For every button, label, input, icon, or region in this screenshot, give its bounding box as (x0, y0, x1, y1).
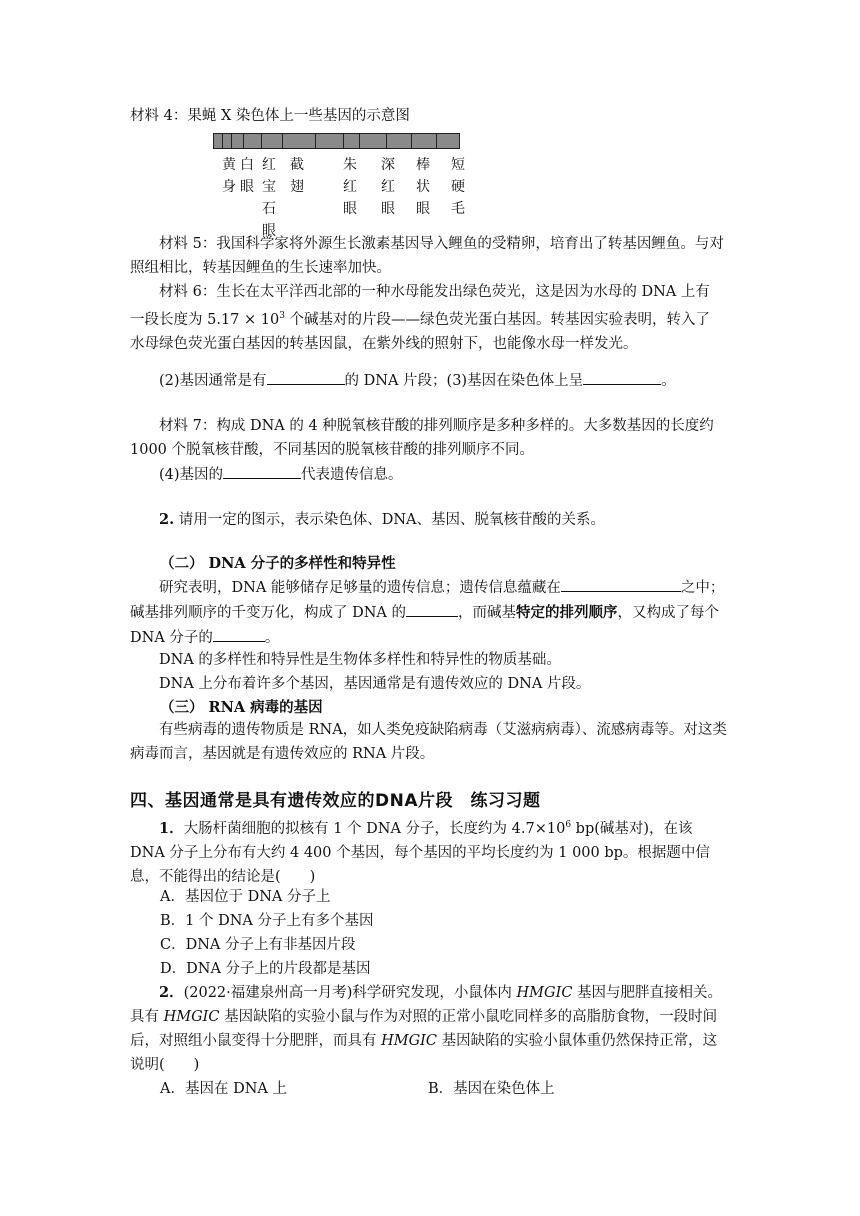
answer-blank[interactable] (213, 625, 265, 642)
gene-locus-mark (436, 134, 437, 148)
subsection-title-rna-virus: （三） RNA 病毒的基因 (160, 699, 323, 716)
gene-label-yellow-body: 黄 身 (222, 157, 236, 195)
answer-blank[interactable] (583, 368, 661, 385)
gene-locus-mark (243, 134, 244, 148)
question-2-3: (2)基因通常是有 的 DNA 片段；(3)基因在染色体上呈 。 (130, 368, 730, 393)
exercise-1-stem: 1．大肠杆菌细胞的拟核有 1 个 DNA 分子，长度约为 $4.7\times 10^6$ bp(碱基对)，在该 DNA 分子上分布有大约 4 400 个基因，每个基因的平均长度约为 1 000 bp。根据题中信息，不能得出的结论是( ) (130, 819, 710, 885)
answer-blank[interactable] (267, 368, 345, 385)
answer-blank[interactable] (223, 462, 301, 479)
exercise-1-option-d[interactable]: D．DNA 分子上的片段都是基因 (160, 961, 371, 977)
rna-virus-paragraph: 有些病毒的遗传物质是 RNA，如人类免疫缺陷病毒（艾滋病病毒）、流感病毒等。对这类病毒而言，基因就是有遗传效应的 RNA 片段。 (130, 722, 727, 762)
material7-paragraph: 材料 7：构成 DNA 的 4 种脱氧核苷酸的排列顺序是多种多样的。大多数基因的长度约 1000 个脱氧核苷酸，不同基因的脱氧核苷酸的排列顺序不同。 (130, 418, 714, 458)
gene-locus-mark (411, 134, 412, 148)
gene-locus-mark (315, 134, 316, 148)
gene-locus-mark (222, 134, 223, 148)
x-chromosome-diagram (213, 133, 460, 149)
exercise-1-option-b[interactable]: B．1 个 DNA 分子上有多个基因 (160, 913, 374, 929)
gene-locus-mark (261, 134, 262, 148)
answer-blank[interactable] (561, 575, 681, 592)
gene-label-cut-wing: 截 翅 (290, 157, 304, 195)
gene-locus-mark (282, 134, 283, 148)
gene-label-white-eye: 白 眼 (240, 157, 254, 195)
material5-paragraph: 材料 5：我国科学家将外源生长激素基因导入鲤鱼的受精卵，培育出了转基因鲤鱼。与对照组相比，转基因鲤鱼的生长速率加快。 (130, 236, 724, 276)
gene-label-short-bristle: 短 硬 毛 (451, 157, 465, 217)
section-4-heading: 四、基因通常是具有遗传效应的DNA片段 练习习题 (130, 791, 541, 811)
diversity-paragraph: 研究表明，DNA 能够储存足够量的遗传信息；遗传信息蕴藏在 之中；碱基排列顺序的千变万化，构成了 DNA 的 ，而碱基特定的排列顺序，又构成了每个 DNA 分子的 。 (130, 575, 730, 650)
gene-label-bar-eye: 棒 状 眼 (416, 157, 430, 217)
basis-paragraph: DNA 的多样性和特异性是生物体多样性和特异性的物质基础。 (159, 652, 561, 668)
many-genes-paragraph: DNA 上分布着许多个基因，基因通常是有遗传效应的 DNA 片段。 (159, 676, 591, 692)
material4-title: 材料 4：果蝇 X 染色体上一些基因的示意图 (130, 108, 410, 124)
question-4: (4)基因的 代表遗传信息。 (130, 462, 730, 487)
gene-locus-mark (343, 134, 344, 148)
gene-locus-mark (231, 134, 232, 148)
exercise-2-option-a[interactable]: A．基因在 DNA 上 (160, 1081, 287, 1097)
gene-label-ruby-eye: 红 宝 石 眼 (262, 157, 276, 239)
exercise-1-option-a[interactable]: A．基因位于 DNA 分子上 (160, 889, 331, 905)
diagram-question: 2. 请用一定的图示，表示染色体、DNA、基因、脱氧核苷酸的关系。 (159, 511, 606, 528)
material6-paragraph: 材料 6：生长在太平洋西北部的一种水母能发出绿色荧光，这是因为水母的 DNA 上有 一段长度为 $5.17 \times 10^3$ 个碱基对的片段——绿色荧光蛋白基因。转基因实验表明，转入了 水母绿色荧光蛋白基因的转基因鼠，在紫外线的照射下，也能像水母一样发光。 (130, 284, 711, 352)
exercise-1-option-c[interactable]: C．DNA 分子上有非基因片段 (160, 937, 356, 953)
answer-blank[interactable] (406, 600, 458, 617)
gene-label-carmine-eye: 深 红 眼 (381, 157, 395, 217)
gene-locus-mark (359, 134, 360, 148)
gene-label-vermilion-eye: 朱 红 眼 (343, 157, 357, 217)
exercise-2-stem: 2．(2022·福建泉州高一月考)科学研究发现，小鼠体内 HMGIC 基因与肥胖直接相关。具有 HMGIC 基因缺陷的实验小鼠与作为对照的正常小鼠吃同样多的高脂肪食物，一段时间后，对照组小鼠变得十分肥胖，而具有 HMGIC 基因缺陷的实验小鼠体重仍然保持正常，这说明( ) (130, 984, 723, 1073)
subsection-title-diversity: （二） DNA 分子的多样性和特异性 (160, 555, 396, 572)
gene-locus-mark (386, 134, 387, 148)
exercise-2-option-b[interactable]: B．基因在染色体上 (428, 1081, 555, 1097)
